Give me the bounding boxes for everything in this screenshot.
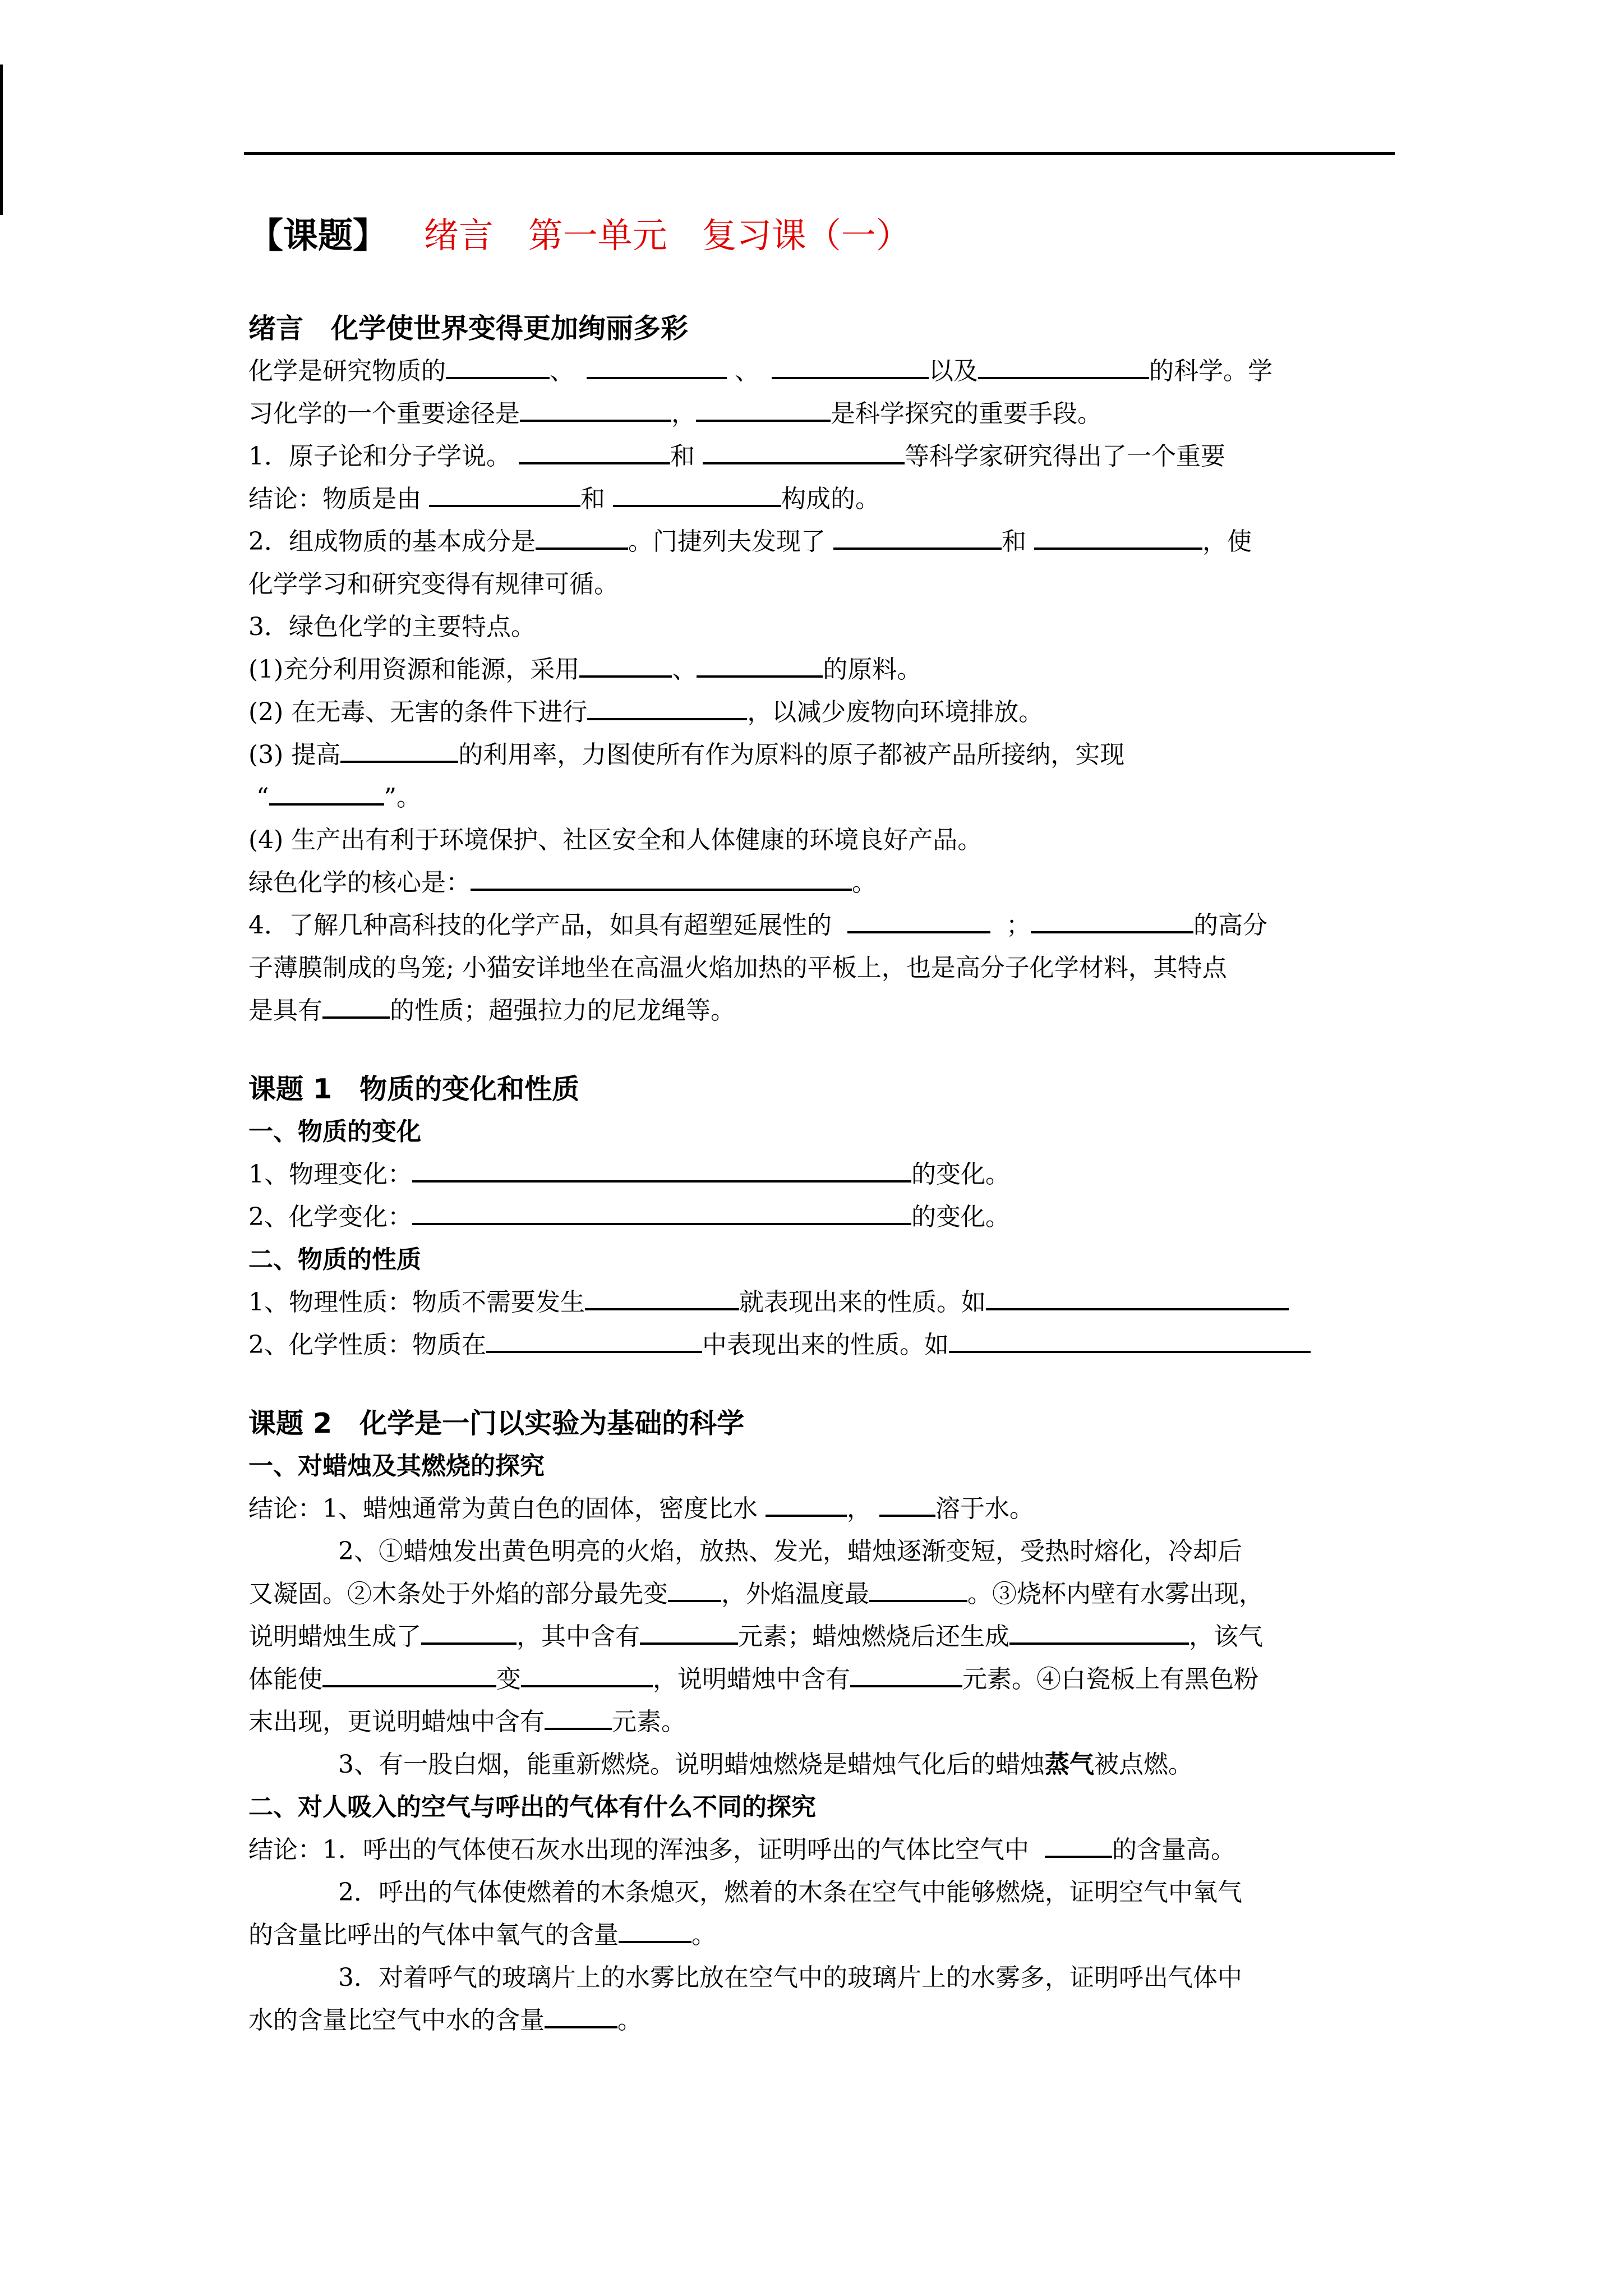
text-line: 2、化学变化： 的变化。 [248,1196,1395,1239]
blank[interactable] [949,1328,1311,1353]
blank[interactable] [766,1492,847,1517]
lesson-title-text: 绪言 第一单元 复习课（一） [423,215,911,256]
blank[interactable] [613,482,781,507]
header-rule [244,152,1395,155]
text-line: 2．组成物质的基本成分是 。门捷列夫发现了 和 ，使 [248,521,1395,563]
text-line: (4) 生产出有利于环境保护、社区安全和人体健康的环境良好产品。 [248,826,983,854]
blank[interactable] [585,1286,739,1310]
blank[interactable] [269,781,384,806]
text-line: 结论：物质是由 和 构成的。 [248,478,1395,521]
text-line: 3．绿色化学的主要特点。 [248,613,536,641]
blank[interactable] [545,2004,617,2028]
blank[interactable] [322,1663,496,1687]
text-line: 化学是研究物质的 、 、 以及 的科学。学 [248,350,1395,393]
blank[interactable] [536,525,628,550]
blank[interactable] [833,525,1002,550]
blank[interactable] [1034,525,1202,550]
text-line: 说明蜡烛生成了 ，其中含有 元素；蜡烛燃烧后还生成 ，该气 [248,1616,1395,1658]
text-line: 4．了解几种高科技的化学产品，如具有超塑延展性的 ； 的高分 [248,904,1395,947]
blank[interactable] [1031,909,1193,933]
section-heading-topic1: 课题 1 物质的变化和性质 [248,1073,580,1105]
worksheet-body [248,202,1395,2042]
text-line: 2．呼出的气体使燃着的木条熄灭，燃着的木条在空气中能够燃烧，证明空气中氧气 [338,1878,1242,1907]
subheading-changes: 一、物质的变化 [248,1117,421,1146]
text-line: (1)充分利用资源和能源，采用 、 的原料。 [248,648,1395,691]
text-line: 结论：1．呼出的气体使石灰水出现的浑浊多，证明呼出的气体比空气中 的含量高。 [248,1829,1395,1871]
blank[interactable] [545,1705,612,1730]
blank[interactable] [703,440,905,464]
blank[interactable] [521,1663,653,1687]
text-line: 的含量比呼出的气体中氧气的含量 。 [248,1914,1395,1957]
text-line: 1、物理变化： 的变化。 [248,1153,1395,1196]
blank[interactable] [850,1663,962,1687]
subheading-breath: 二、对人吸入的空气与呼出的气体有什么不同的探究 [248,1793,816,1821]
subheading-candle: 一、对蜡烛及其燃烧的探究 [248,1452,545,1480]
page-edge-mark [0,65,3,215]
blank[interactable] [412,1158,911,1182]
blank[interactable] [412,1200,911,1225]
text-line: “ ”。 [248,776,1395,819]
lesson-title [248,202,1395,269]
subheading-properties: 二、物质的性质 [248,1245,421,1274]
blank[interactable] [879,1492,935,1517]
blank[interactable] [520,397,671,422]
blank[interactable] [322,994,390,1019]
blank[interactable] [869,1577,967,1602]
text-line: 是具有 的性质；超强拉力的尼龙绳等。 [248,990,1395,1032]
blank[interactable] [340,738,458,763]
text-line: 3、有一股白烟，能重新燃烧。说明蜡烛燃烧是蜡烛气化后的蜡烛蒸气被点燃。 [338,1750,1193,1779]
blank[interactable] [697,653,823,678]
blank[interactable] [421,1620,517,1645]
text-line: 习化学的一个重要途径是 ， 是科学探究的重要手段。 [248,393,1395,435]
text-line: (2) 在无毒、无害的条件下进行 ，以减少废物向环境排放。 [248,691,1395,734]
section-heading-topic2: 课题 2 化学是一门以实验为基础的科学 [248,1407,745,1439]
text-line: 绿色化学的核心是： 。 [248,862,1395,904]
text-line: 体能使 变 ，说明蜡烛中含有 元素。④白瓷板上有黑色粉 [248,1658,1395,1701]
blank[interactable] [986,1286,1289,1310]
text-line: 水的含量比空气中水的含量 。 [248,1999,1395,2042]
text-line: 2、①蜡烛发出黄色明亮的火焰，放热、发光，蜡烛逐渐变短，受热时熔化，冷却后 [338,1537,1242,1566]
blank[interactable] [640,1620,738,1645]
blank[interactable] [847,909,990,933]
blank[interactable] [696,397,831,422]
blank[interactable] [587,355,727,379]
blank[interactable] [668,1577,721,1602]
text-line: 末出现，更说明蜡烛中含有 元素。 [248,1701,1395,1743]
text-line: 3．对着呼气的玻璃片上的水雾比放在空气中的玻璃片上的水雾多，证明呼出气体中 [338,1963,1242,1992]
blank[interactable] [471,866,852,891]
blank[interactable] [1045,1833,1112,1858]
text-line: 化学学习和研究变得有规律可循。 [248,570,619,599]
blank[interactable] [587,696,747,720]
text-line: (3) 提高 的利用率，力图使所有作为原料的原子都被产品所接纳，实现 [248,734,1395,776]
blank[interactable] [978,355,1149,379]
blank[interactable] [579,653,672,678]
text-line: 1．原子论和分子学说。 和 等科学家研究得出了一个重要 [248,435,1395,478]
text-line: 1、物理性质：物质不需要发生 就表现出来的性质。如 [248,1281,1395,1324]
text-line: 结论：1、蜡烛通常为黄白色的固体，密度比水 ， 溶于水。 [248,1488,1395,1530]
blank[interactable] [446,355,550,379]
blank[interactable] [429,482,580,507]
blank[interactable] [772,355,929,379]
blank[interactable] [519,440,670,464]
section-heading-intro: 绪言 化学使世界变得更加绚丽多彩 [248,312,689,344]
text-line: 子薄膜制成的鸟笼; 小猫安详地坐在高温火焰加热的平板上，也是高分子化学材料，其特点 [248,954,1227,982]
text-line: 又凝固。②木条处于外焰的部分最先变 ，外焰温度最 。③烧杯内壁有水雾出现， [248,1573,1395,1616]
blank[interactable] [486,1328,702,1353]
blank[interactable] [619,1918,691,1943]
blank[interactable] [1009,1620,1189,1645]
lesson-tag: 【课题】 [248,215,388,256]
text-line: 2、化学性质：物质在 中表现出来的性质。如 [248,1324,1395,1366]
